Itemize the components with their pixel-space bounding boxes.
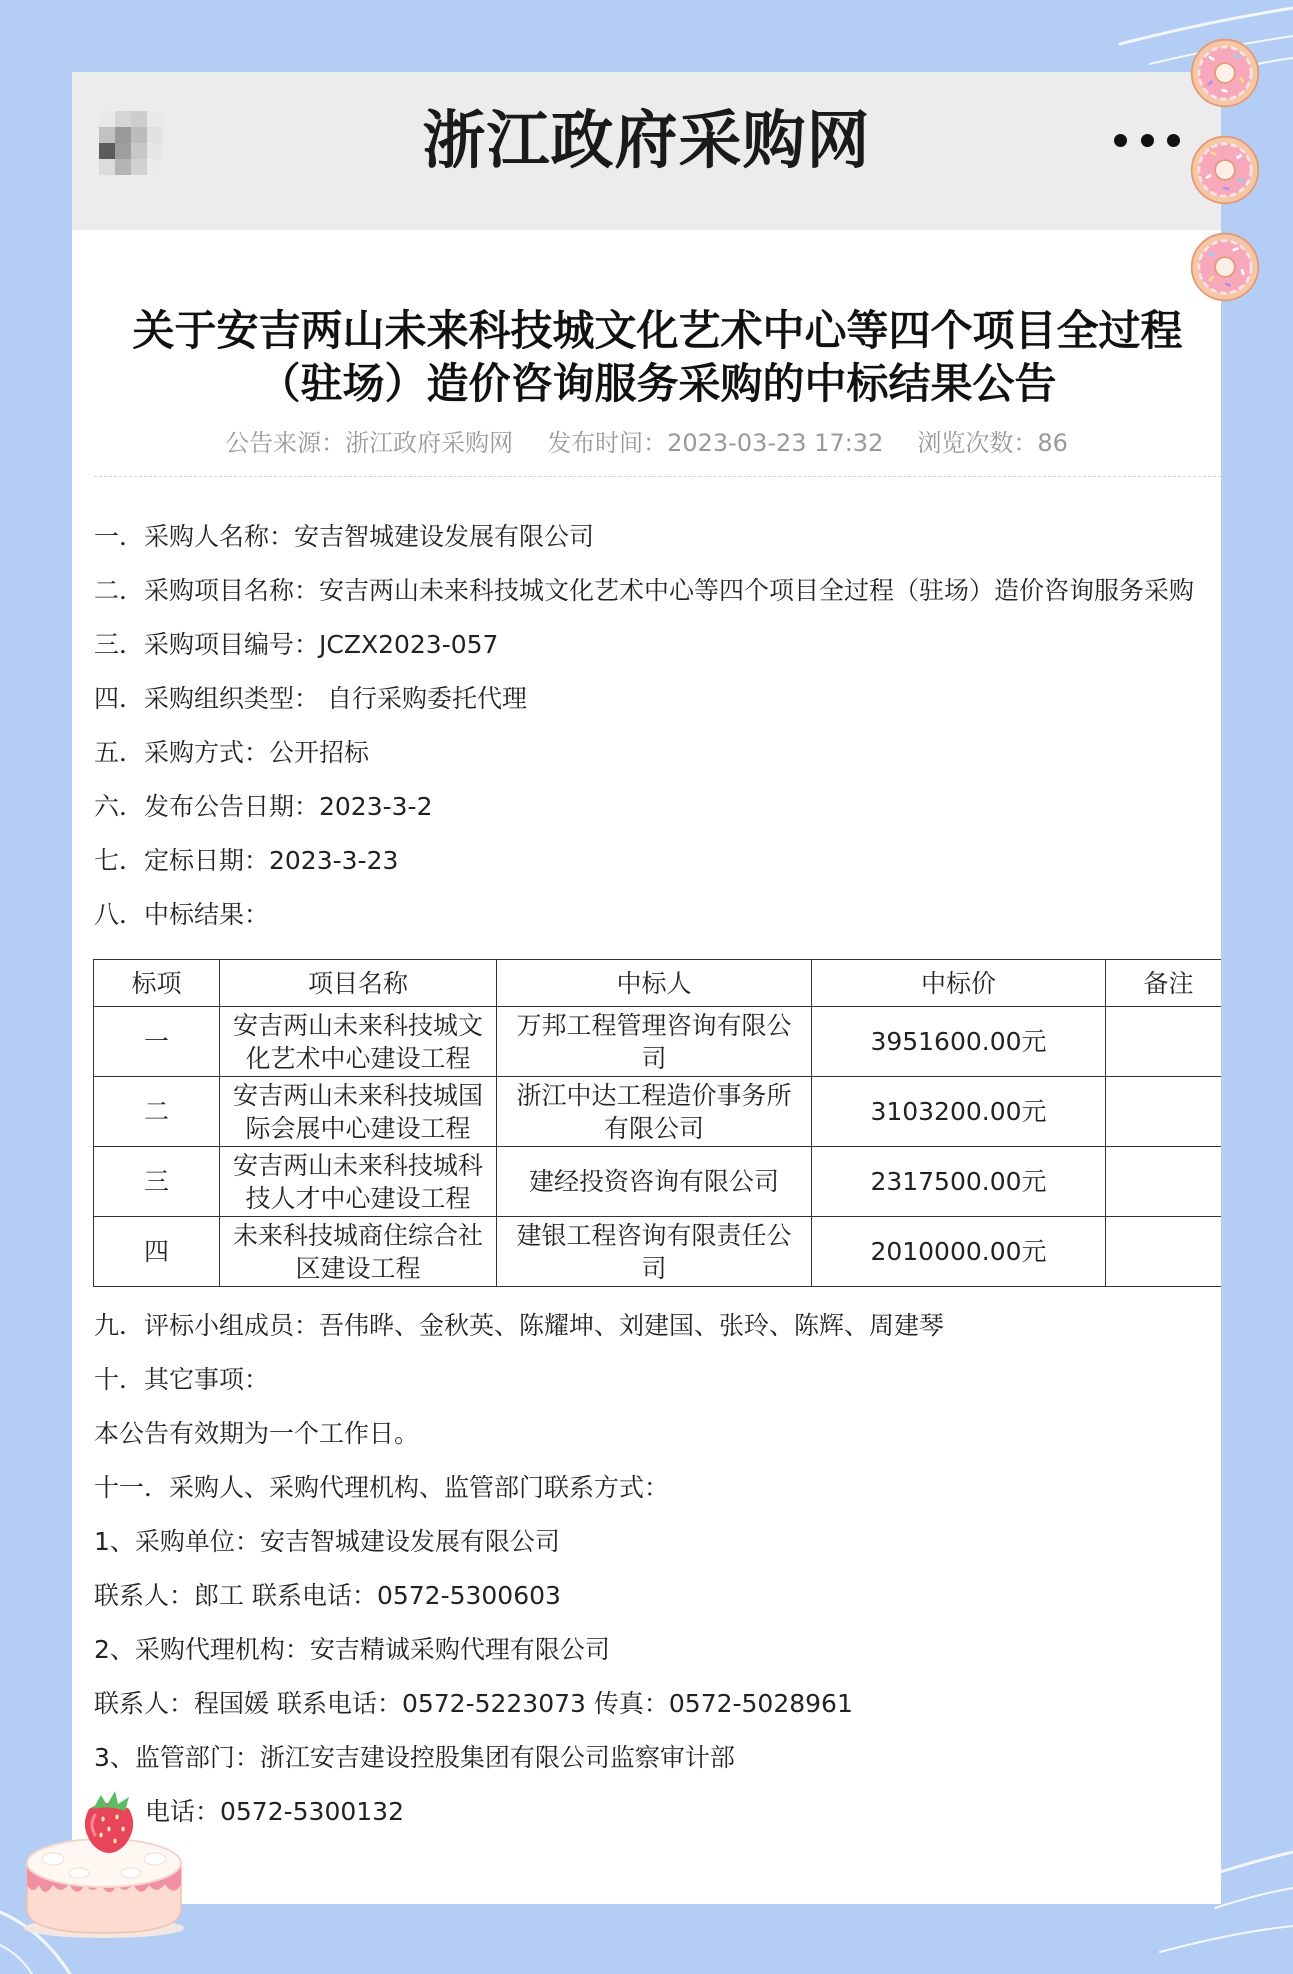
- other-matters-heading: 十．其它事项：: [94, 1365, 270, 1394]
- table-row: [94, 1217, 1222, 1287]
- column-header-remark: 备注: [1106, 960, 1222, 1007]
- price-cell: 3951600.00元: [812, 1007, 1106, 1077]
- lot-cell: 二: [94, 1077, 220, 1147]
- donut-icon: [1189, 231, 1261, 303]
- announcement-body-top: [94, 510, 1221, 942]
- top-bar: [72, 72, 1221, 230]
- price-cell: 2317500.00元: [812, 1147, 1106, 1217]
- price-cell: 2010000.00元: [812, 1217, 1106, 1287]
- price-cell: 3103200.00元: [812, 1077, 1106, 1147]
- table-row: [94, 1007, 1222, 1077]
- meta-publish-time: [547, 427, 883, 459]
- lot-cell: 一: [94, 1007, 220, 1077]
- donut-icon: [1189, 37, 1261, 109]
- project-cell: 安吉两山未来科技城科技人才中心建设工程: [220, 1147, 497, 1217]
- announcement-title-line: 关于安吉两山未来科技城文化艺术中心等四个项目全过程: [132, 306, 1183, 355]
- award-result-table: [93, 959, 1221, 1287]
- announcement-title-line: （驻场）造价咨询服务采购的中标结果公告: [258, 359, 1057, 408]
- announcement-title: [94, 304, 1221, 410]
- meta-time-value: 2023-03-23 17:32: [667, 429, 884, 457]
- winner-cell: 建银工程咨询有限责任公司: [497, 1217, 812, 1287]
- remark-cell: [1106, 1147, 1222, 1217]
- winner-cell: 建经投资咨询有限公司: [497, 1147, 812, 1217]
- project-name-line: 二．采购项目名称：安吉两山未来科技城文化艺术中心等四个项目全过程（驻场）造价咨询服务采购: [94, 576, 1195, 605]
- meta-source: [225, 427, 513, 459]
- meta-source-label: 公告来源：: [225, 429, 346, 457]
- announcement-body-bottom: [94, 1299, 1221, 1839]
- supervisor-line: 3、监管部门：浙江安吉建设控股集团有限公司监察审计部: [94, 1743, 735, 1772]
- column-header-project: 项目名称: [220, 960, 497, 1007]
- agency-contact-line: 联系人：程国媛 联系电话：0572-5223073 传真：0572-5028961: [94, 1689, 853, 1718]
- award-result-table-wrapper: [93, 959, 1221, 1287]
- remark-cell: [1106, 1007, 1222, 1077]
- column-header-winner: 中标人: [497, 960, 812, 1007]
- project-cell: 安吉两山未来科技城国际会展中心建设工程: [220, 1077, 497, 1147]
- award-date-line: 七．定标日期：2023-3-23: [94, 846, 399, 875]
- project-cell: 安吉两山未来科技城文化艺术中心建设工程: [220, 1007, 497, 1077]
- agency-line: 2、采购代理机构：安吉精诚采购代理有限公司: [94, 1635, 610, 1664]
- announcement-meta: [72, 427, 1221, 459]
- purchaser-contact-line: 联系人：郎工 联系电话：0572-5300603: [94, 1581, 561, 1610]
- announcement-card: [72, 72, 1221, 1904]
- winner-cell: 浙江中达工程造价事务所有限公司: [497, 1077, 812, 1147]
- table-header-row: [94, 960, 1222, 1007]
- remark-cell: [1106, 1077, 1222, 1147]
- meta-views-label: 浏览次数：: [917, 429, 1038, 457]
- winner-cell: 万邦工程管理咨询有限公司: [497, 1007, 812, 1077]
- validity-line: 本公告有效期为一个工作日。: [94, 1419, 420, 1448]
- meta-time-label: 发布时间：: [547, 429, 668, 457]
- meta-views: [917, 427, 1068, 459]
- column-header-price: 中标价: [812, 960, 1106, 1007]
- table-row: [94, 1077, 1222, 1147]
- lot-cell: 三: [94, 1147, 220, 1217]
- evaluation-committee-line: 九．评标小组成员：吾伟晔、金秋英、陈耀坤、刘建国、张玲、陈辉、周建琴: [94, 1311, 945, 1340]
- remark-cell: [1106, 1217, 1222, 1287]
- purchaser-unit-line: 1、采购单位：安吉智城建设发展有限公司: [94, 1527, 560, 1556]
- project-number-line: 三．采购项目编号：JCZX2023-057: [94, 630, 499, 659]
- lot-cell: 四: [94, 1217, 220, 1287]
- divider: [94, 476, 1221, 477]
- organization-type-line: 四．采购组织类型： 自行采购委托代理: [94, 684, 527, 713]
- donut-icon: [1189, 134, 1261, 206]
- meta-views-value: 86: [1037, 429, 1068, 457]
- purchaser-name-line: 一．采购人名称：安吉智城建设发展有限公司: [94, 522, 595, 551]
- site-title: 浙江政府采购网: [422, 104, 871, 177]
- column-header-lot: 标项: [94, 960, 220, 1007]
- award-result-heading: 八．中标结果：: [94, 900, 270, 929]
- table-row: [94, 1147, 1222, 1217]
- more-dots-icon[interactable]: [1108, 129, 1184, 153]
- meta-source-value: 浙江政府采购网: [345, 429, 514, 457]
- supervisor-phone-line: 电话：0572-5300132: [145, 1797, 404, 1826]
- publish-date-line: 六．发布公告日期：2023-3-2: [94, 792, 433, 821]
- strawberry-cake-icon: [19, 1785, 189, 1940]
- project-cell: 未来科技城商住综合社区建设工程: [220, 1217, 497, 1287]
- procurement-method-line: 五．采购方式：公开招标: [94, 738, 370, 767]
- contact-info-heading: 十一．采购人、采购代理机构、监管部门联系方式：: [94, 1473, 670, 1502]
